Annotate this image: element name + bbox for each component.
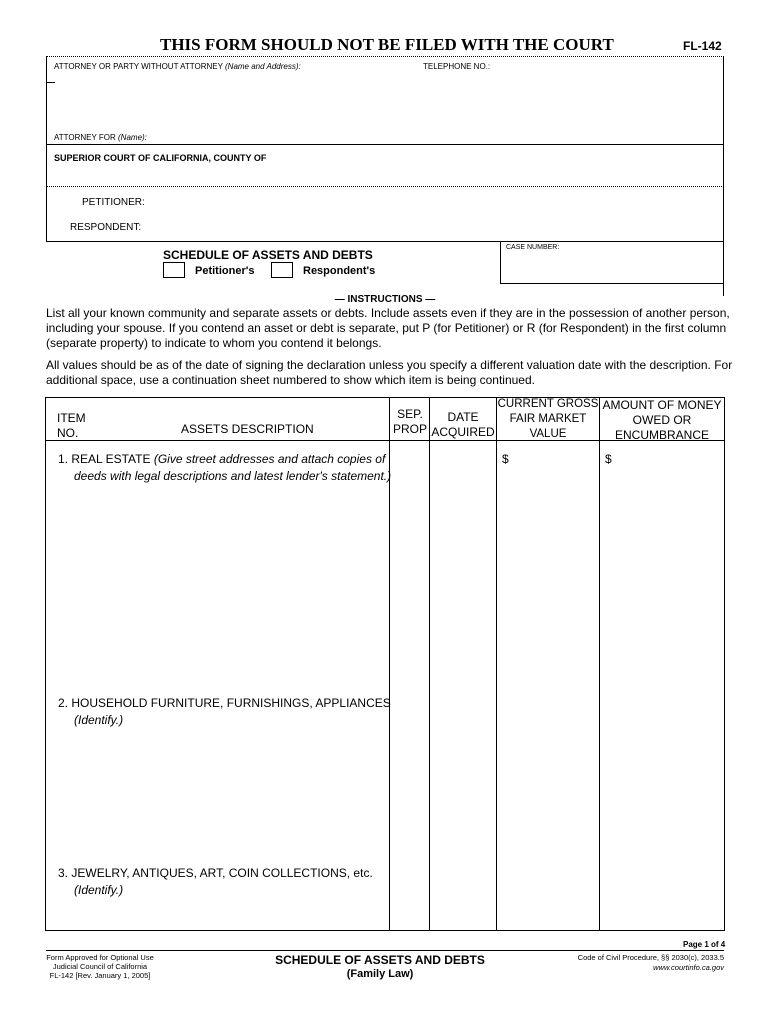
row-1-description bbox=[58, 452, 391, 484]
row-1-note-2: deeds with legal descriptions and latest lender's statement.) bbox=[74, 469, 392, 483]
footer-code: Code of Civil Procedure, §§ 2030(c), 2033.5 bbox=[577, 953, 724, 962]
row-1-value-field[interactable] bbox=[512, 445, 596, 685]
footer-approval-line-2: Judicial Council of California bbox=[52, 962, 148, 971]
row-1-date-field[interactable] bbox=[431, 442, 494, 682]
respondent-label: RESPONDENT: bbox=[70, 222, 142, 233]
header-sep-line-1: SEP. bbox=[397, 407, 423, 421]
header-current-value bbox=[497, 397, 599, 442]
row-3-title: JEWELRY, ANTIQUES, ART, COIN COLLECTIONS, etc. bbox=[71, 866, 373, 880]
telephone-label: TELEPHONE NO.: bbox=[423, 62, 491, 71]
header-date-acquired bbox=[430, 410, 496, 440]
row-3-note-1: (Identify.) bbox=[74, 883, 124, 897]
respondents-label: Respondent's bbox=[303, 265, 376, 277]
instructions-p2-line-2: additional space, use a continuation sheet numbered to show which item is being continued. bbox=[46, 373, 535, 387]
caption-top-rule bbox=[46, 56, 724, 57]
case-number-bottom-rule bbox=[500, 283, 724, 284]
row-2-note-1: (Identify.) bbox=[74, 713, 124, 727]
case-number-divider bbox=[500, 241, 501, 283]
instructions-p2-line-1: All values should be as of the date of signing the declaration unless you specify a different valuation date with the description. For bbox=[46, 358, 733, 372]
header-value-line-2: FAIR MARKET bbox=[509, 413, 587, 425]
header-owed-line-1: AMOUNT OF MONEY bbox=[602, 398, 722, 412]
caption-left-border bbox=[46, 56, 47, 242]
instructions-paragraph-2 bbox=[46, 358, 736, 388]
row-1-owed-field[interactable] bbox=[615, 445, 721, 685]
footer-website-link[interactable]: www.courtinfo.ca.gov bbox=[653, 963, 724, 972]
row-1-owed-dollar: $ bbox=[605, 452, 612, 466]
caption-right-border bbox=[723, 56, 724, 296]
case-number-label: CASE NUMBER: bbox=[506, 244, 560, 251]
respondent-field[interactable] bbox=[150, 219, 710, 235]
footer-citation bbox=[520, 953, 724, 973]
row-2-description bbox=[58, 696, 391, 728]
row-2-owed-field[interactable] bbox=[601, 690, 721, 860]
attorney-name-field[interactable] bbox=[50, 72, 720, 128]
row-3-owed-field[interactable] bbox=[601, 864, 721, 928]
header-date-line-1: DATE bbox=[447, 410, 479, 424]
instructions-heading: — INSTRUCTIONS — bbox=[334, 294, 436, 305]
col-divider-value bbox=[496, 397, 497, 931]
footer-subtitle: (Family Law) bbox=[346, 968, 414, 980]
page-number: Page 1 of 4 bbox=[683, 940, 726, 949]
header-sep-line-2: PROP bbox=[392, 422, 427, 436]
header-owed-line-2: OWED OR bbox=[632, 413, 692, 427]
respondents-checkbox[interactable] bbox=[271, 262, 293, 278]
row-3-description bbox=[58, 866, 373, 898]
row-1-sep-field[interactable] bbox=[391, 442, 427, 682]
header-owed-line-3: ENCUMBRANCE bbox=[614, 428, 709, 442]
banner-heading: THIS FORM SHOULD NOT BE FILED WITH THE COURT bbox=[160, 35, 614, 54]
petitioner-label: PETITIONER: bbox=[82, 197, 145, 208]
footer-approval bbox=[30, 953, 170, 980]
row-1-note-1: (Give street addresses and attach copies of bbox=[153, 452, 386, 466]
col-divider-date bbox=[429, 397, 430, 931]
row-2-date-field[interactable] bbox=[431, 690, 494, 860]
instructions-p1-line-3: (separate property) to indicate to whom you contend it belongs. bbox=[46, 336, 382, 350]
court-section-rule bbox=[46, 144, 724, 145]
instructions-paragraph-1 bbox=[46, 306, 736, 351]
footer-rule bbox=[46, 950, 724, 951]
row-1-title: REAL ESTATE bbox=[71, 452, 154, 466]
footer-title: SCHEDULE OF ASSETS AND DEBTS bbox=[275, 953, 485, 967]
header-value-line-3: VALUE bbox=[529, 428, 567, 440]
form-title: SCHEDULE OF ASSETS AND DEBTS bbox=[163, 248, 373, 262]
row-3-number: 3. bbox=[58, 866, 69, 880]
attorney-label: ATTORNEY OR PARTY WITHOUT ATTORNEY (Name and Address): bbox=[54, 62, 301, 71]
attorney-tick-mark bbox=[46, 82, 55, 83]
row-3-date-field[interactable] bbox=[431, 864, 494, 928]
row-3-sep-field[interactable] bbox=[391, 864, 427, 928]
row-1-value-dollar: $ bbox=[502, 452, 509, 466]
petitioners-checkbox[interactable] bbox=[163, 262, 185, 278]
header-item-line-1: ITEM bbox=[57, 411, 86, 425]
header-sep-prop bbox=[390, 407, 430, 437]
header-item-line-2: NO. bbox=[57, 426, 79, 440]
court-label: SUPERIOR COURT OF CALIFORNIA, COUNTY OF bbox=[54, 153, 267, 163]
header-amount-owed bbox=[600, 398, 724, 443]
row-1-number: 1. bbox=[58, 452, 69, 466]
parties-bottom-rule bbox=[46, 241, 724, 242]
form-number: FL-142 bbox=[683, 39, 722, 53]
petitioners-label: Petitioner's bbox=[195, 265, 255, 277]
case-number-field[interactable] bbox=[504, 254, 720, 280]
col-divider-owed bbox=[599, 397, 600, 931]
petitioner-field[interactable] bbox=[150, 194, 710, 210]
row-3-value-field[interactable] bbox=[498, 864, 597, 928]
court-bottom-rule bbox=[46, 186, 724, 187]
row-2-value-field[interactable] bbox=[498, 690, 597, 860]
attorney-for-label: ATTORNEY FOR (Name): bbox=[54, 133, 147, 142]
header-assets-description: ASSETS DESCRIPTION bbox=[181, 422, 314, 436]
header-date-line-2: ACQUIRED bbox=[431, 425, 495, 439]
footer-approval-line-1: Form Approved for Optional Use bbox=[46, 953, 154, 962]
footer-approval-line-3: FL-142 [Rev. January 1, 2005] bbox=[49, 971, 151, 980]
row-2-title: HOUSEHOLD FURNITURE, FURNISHINGS, APPLIANCES bbox=[71, 696, 391, 710]
header-item-no bbox=[57, 411, 86, 441]
row-2-sep-field[interactable] bbox=[391, 690, 427, 860]
row-2-number: 2. bbox=[58, 696, 69, 710]
header-value-line-1: CURRENT GROSS bbox=[497, 398, 599, 410]
instructions-p1-line-1: List all your known community and separate assets or debts. Include assets even if they are in the possession of another person, bbox=[46, 306, 730, 320]
instructions-p1-line-2: including your spouse. If you contend an asset or debt is separate, put P (for Petitioner) or R (for Respondent) in the first column bbox=[46, 321, 727, 335]
